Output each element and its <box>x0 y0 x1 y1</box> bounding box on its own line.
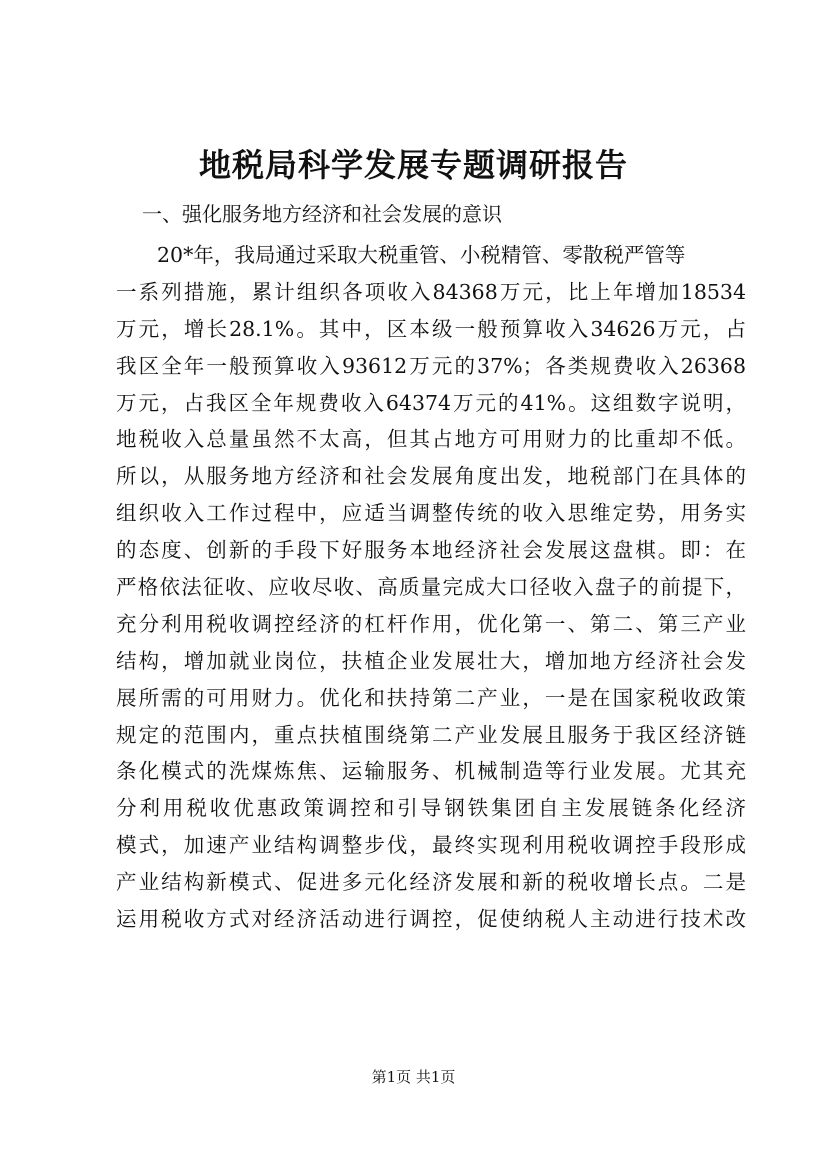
body-line: 条化模式的洗煤炼焦、运输服务、机械制造等行业发展。尤其充 <box>116 759 746 784</box>
body-line: 的态度、创新的手段下好服务本地经济社会发展这盘棋。即：在 <box>116 538 746 563</box>
body-line: 严格依法征收、应收尽收、高质量完成大口径收入盘子的前提下， <box>116 575 746 600</box>
body-line: 产业结构新模式、促进多元化经济发展和新的税收增长点。二是 <box>116 870 746 895</box>
body-line: 我区全年一般预算收入93612万元的37%；各类规费收入26368 <box>116 353 746 378</box>
body-line: 万元，占我区全年规费收入64374万元的41%。这组数字说明， <box>116 390 746 415</box>
body-line: 展所需的可用财力。优化和扶持第二产业，一是在国家税收政策 <box>116 685 746 710</box>
body-line: 20*年，我局通过采取大税重管、小税精管、零散税严管等 <box>157 243 686 267</box>
body-line: 一系列措施，累计组织各项收入84368万元，比上年增加18534 <box>116 279 746 304</box>
body-line: 分利用税收优惠政策调控和引导钢铁集团自主发展链条化经济 <box>116 796 746 821</box>
document-title: 地税局科学发展专题调研报告 <box>198 146 628 184</box>
body-text <box>116 237 746 938</box>
page-footer: 第1页 共1页 <box>371 1068 456 1086</box>
body-line: 地税收入总量虽然不太高，但其占地方可用财力的比重却不低。 <box>116 427 746 452</box>
section-heading: 一、强化服务地方经济和社会发展的意识 <box>142 202 502 226</box>
body-line: 结构，增加就业岗位，扶植企业发展壮大，增加地方经济社会发 <box>116 648 746 673</box>
body-line: 万元，增长28.1%。其中，区本级一般预算收入34626万元，占 <box>116 316 746 341</box>
body-line: 充分利用税收调控经济的杠杆作用，优化第一、第二、第三产业 <box>116 611 746 636</box>
body-line: 组织收入工作过程中，应适当调整传统的收入思维定势，用务实 <box>116 501 746 526</box>
body-line: 所以，从服务地方经济和社会发展角度出发，地税部门在具体的 <box>116 464 746 489</box>
body-line: 规定的范围内，重点扶植围绕第二产业发展且服务于我区经济链 <box>116 722 746 747</box>
body-line: 运用税收方式对经济活动进行调控，促使纳税人主动进行技术改 <box>116 907 746 932</box>
body-line: 模式，加速产业结构调整步伐，最终实现利用税收调控手段形成 <box>116 833 746 858</box>
